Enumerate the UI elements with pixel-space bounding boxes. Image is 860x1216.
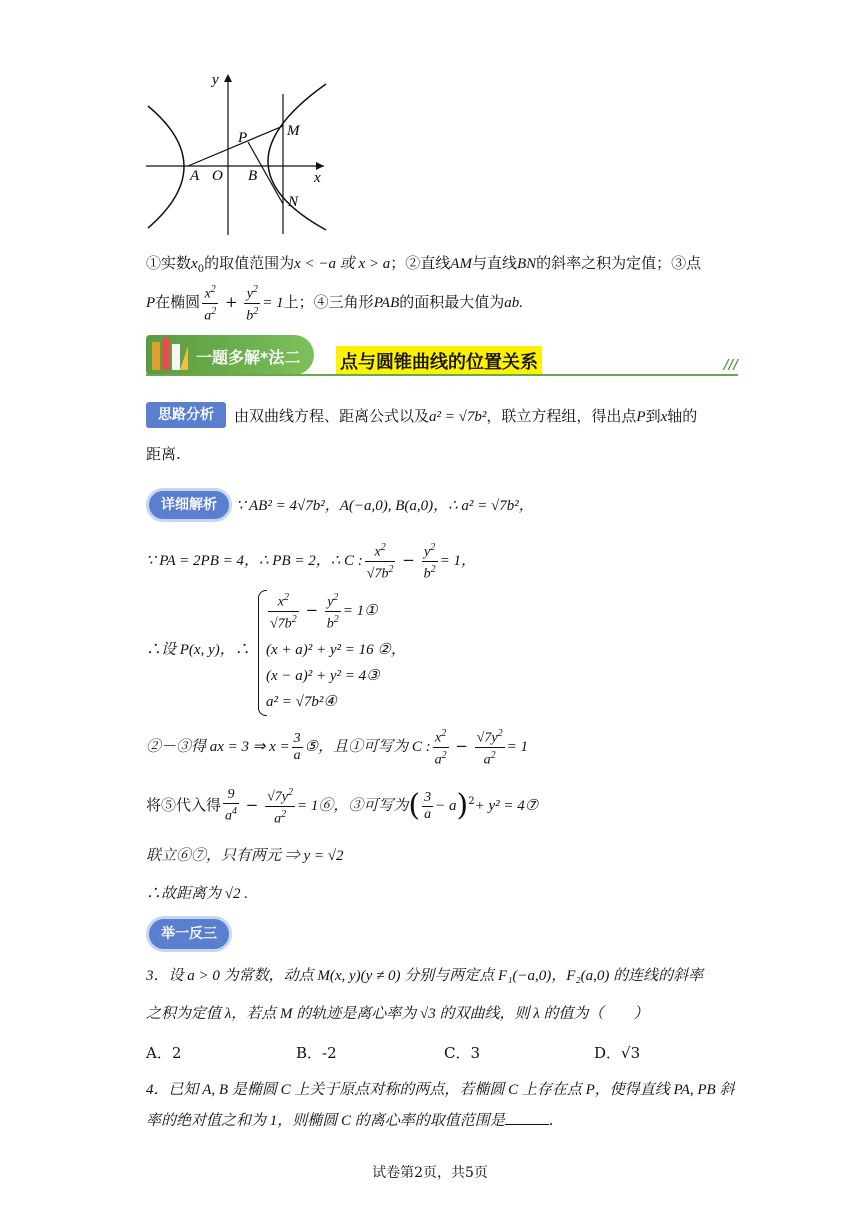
page-footer: 试卷第2页，共5页 — [372, 1165, 488, 1181]
hyperbola-left-branch — [148, 106, 184, 228]
label-b: B — [248, 168, 258, 184]
q3-option-a[interactable]: A．2 — [146, 1044, 182, 1062]
practice-tag: 举一反三 — [146, 916, 232, 952]
banner-divider — [146, 374, 738, 376]
q4-line-2: 率的绝对值之和为 1，则椭圆 C 的离心率的取值范围是 . — [146, 1111, 554, 1129]
label-o: O — [212, 168, 223, 184]
solution-line-2: ∵ PA = 2PB = 4，∴ PB = 2，∴ C : $\frac{x^2}{√7b^2}$ − $\frac{y^2}{b^2}$ = 1， — [146, 542, 476, 582]
solution-line-7: ∴故距离为 √2 . — [146, 886, 248, 902]
q3-line-2: 之积为定值 λ，若点 M 的轨迹是离心率为 √3 的双曲线，则 λ 的值为（ ） — [146, 1006, 649, 1022]
hyperbola-figure — [140, 70, 340, 240]
label-a: A — [190, 168, 200, 184]
label-m: M — [287, 123, 300, 139]
label-p: P — [238, 130, 248, 146]
solution-line-3: ∴设 P(x, y)，∴ — [146, 642, 250, 658]
banner-method-label: 一题多解*法二 — [196, 348, 301, 367]
x-axis-arrow-icon — [316, 162, 324, 170]
banner-end-mark: /// — [724, 358, 739, 373]
q3-line-1: 3．设 a > 0 为常数，动点 M(x, y)(y ≠ 0) 分别与两定点 F₁(−a,0)，F₂(a,0) 的连线的斜率 — [146, 968, 704, 984]
q3-option-c[interactable]: C．3 — [444, 1044, 481, 1062]
system-eq-4: a² = √7b²④ — [266, 694, 337, 710]
system-eq-2: (x + a)² + y² = 16 ②， — [266, 642, 406, 658]
statements-line-1: ①实数$x_0$的取值范围为x < −a 或 x > a；②直线AM与直线BN的斜率之积为定值；③点 — [146, 254, 702, 275]
analysis-line-1: 由双曲线方程、距离公式以及a² = √7b²，联立方程组，得出点P到x轴的 — [234, 407, 698, 425]
solution-line-1: ∵ AB² = 4√7b²，A(−a,0), B(a,0)，∴ a² = √7b²， — [236, 498, 534, 514]
banner-title: 点与圆锥曲线的位置关系 — [336, 346, 542, 376]
statements-line-2: P在椭圆 $\frac{x^2}{a^2}$ + $\frac{y^2}{b^2}$ = 1上；④三角形PAB的面积最大值为ab. — [146, 284, 524, 324]
books-icon — [150, 336, 190, 374]
analysis-line-2: 距离. — [146, 445, 181, 463]
label-y: y — [212, 72, 219, 88]
solution-tag: 详细解析 — [146, 488, 232, 522]
label-n: N — [288, 194, 299, 210]
solution-line-6: 联立⑥⑦，只有两元 ⇒ y = √2 — [146, 848, 344, 864]
q4-line-1: 4．已知 A, B 是椭圆 C 上关于原点对称的两点，若椭圆 C 上存在点 P，使得直线 PA, PB 斜 — [146, 1082, 735, 1098]
q3-option-d[interactable]: D．√3 — [594, 1044, 641, 1062]
q3-option-b[interactable]: B．-2 — [296, 1044, 337, 1062]
label-x: x — [314, 170, 321, 186]
solution-line-5: 将⑤代入得 $\frac{9}{a^4}$ − $\frac{√7y^2}{a^2}$ = 1⑥，③可写为( $\frac{3}{a}$ − a)$^2$+ y² = 4⑦ — [146, 786, 539, 827]
solution-line-4: ②－③得 ax = 3 ⇒ x = $\frac{3}{a}$ ⑤，且①可写为 C : $\frac{x^2}{a^2}$ − $\frac{√7y^2}{a^2}$ = 1 — [146, 728, 528, 768]
y-axis-arrow-icon — [224, 74, 232, 82]
answer-blank[interactable] — [505, 1124, 549, 1125]
analysis-tag: 思路分析 — [146, 402, 226, 428]
system-eq-1: $\frac{x^2}{√7b^2}$ − $\frac{y^2}{b^2}$ = 1① — [270, 592, 378, 632]
system-eq-3: (x − a)² + y² = 4③ — [266, 668, 380, 684]
